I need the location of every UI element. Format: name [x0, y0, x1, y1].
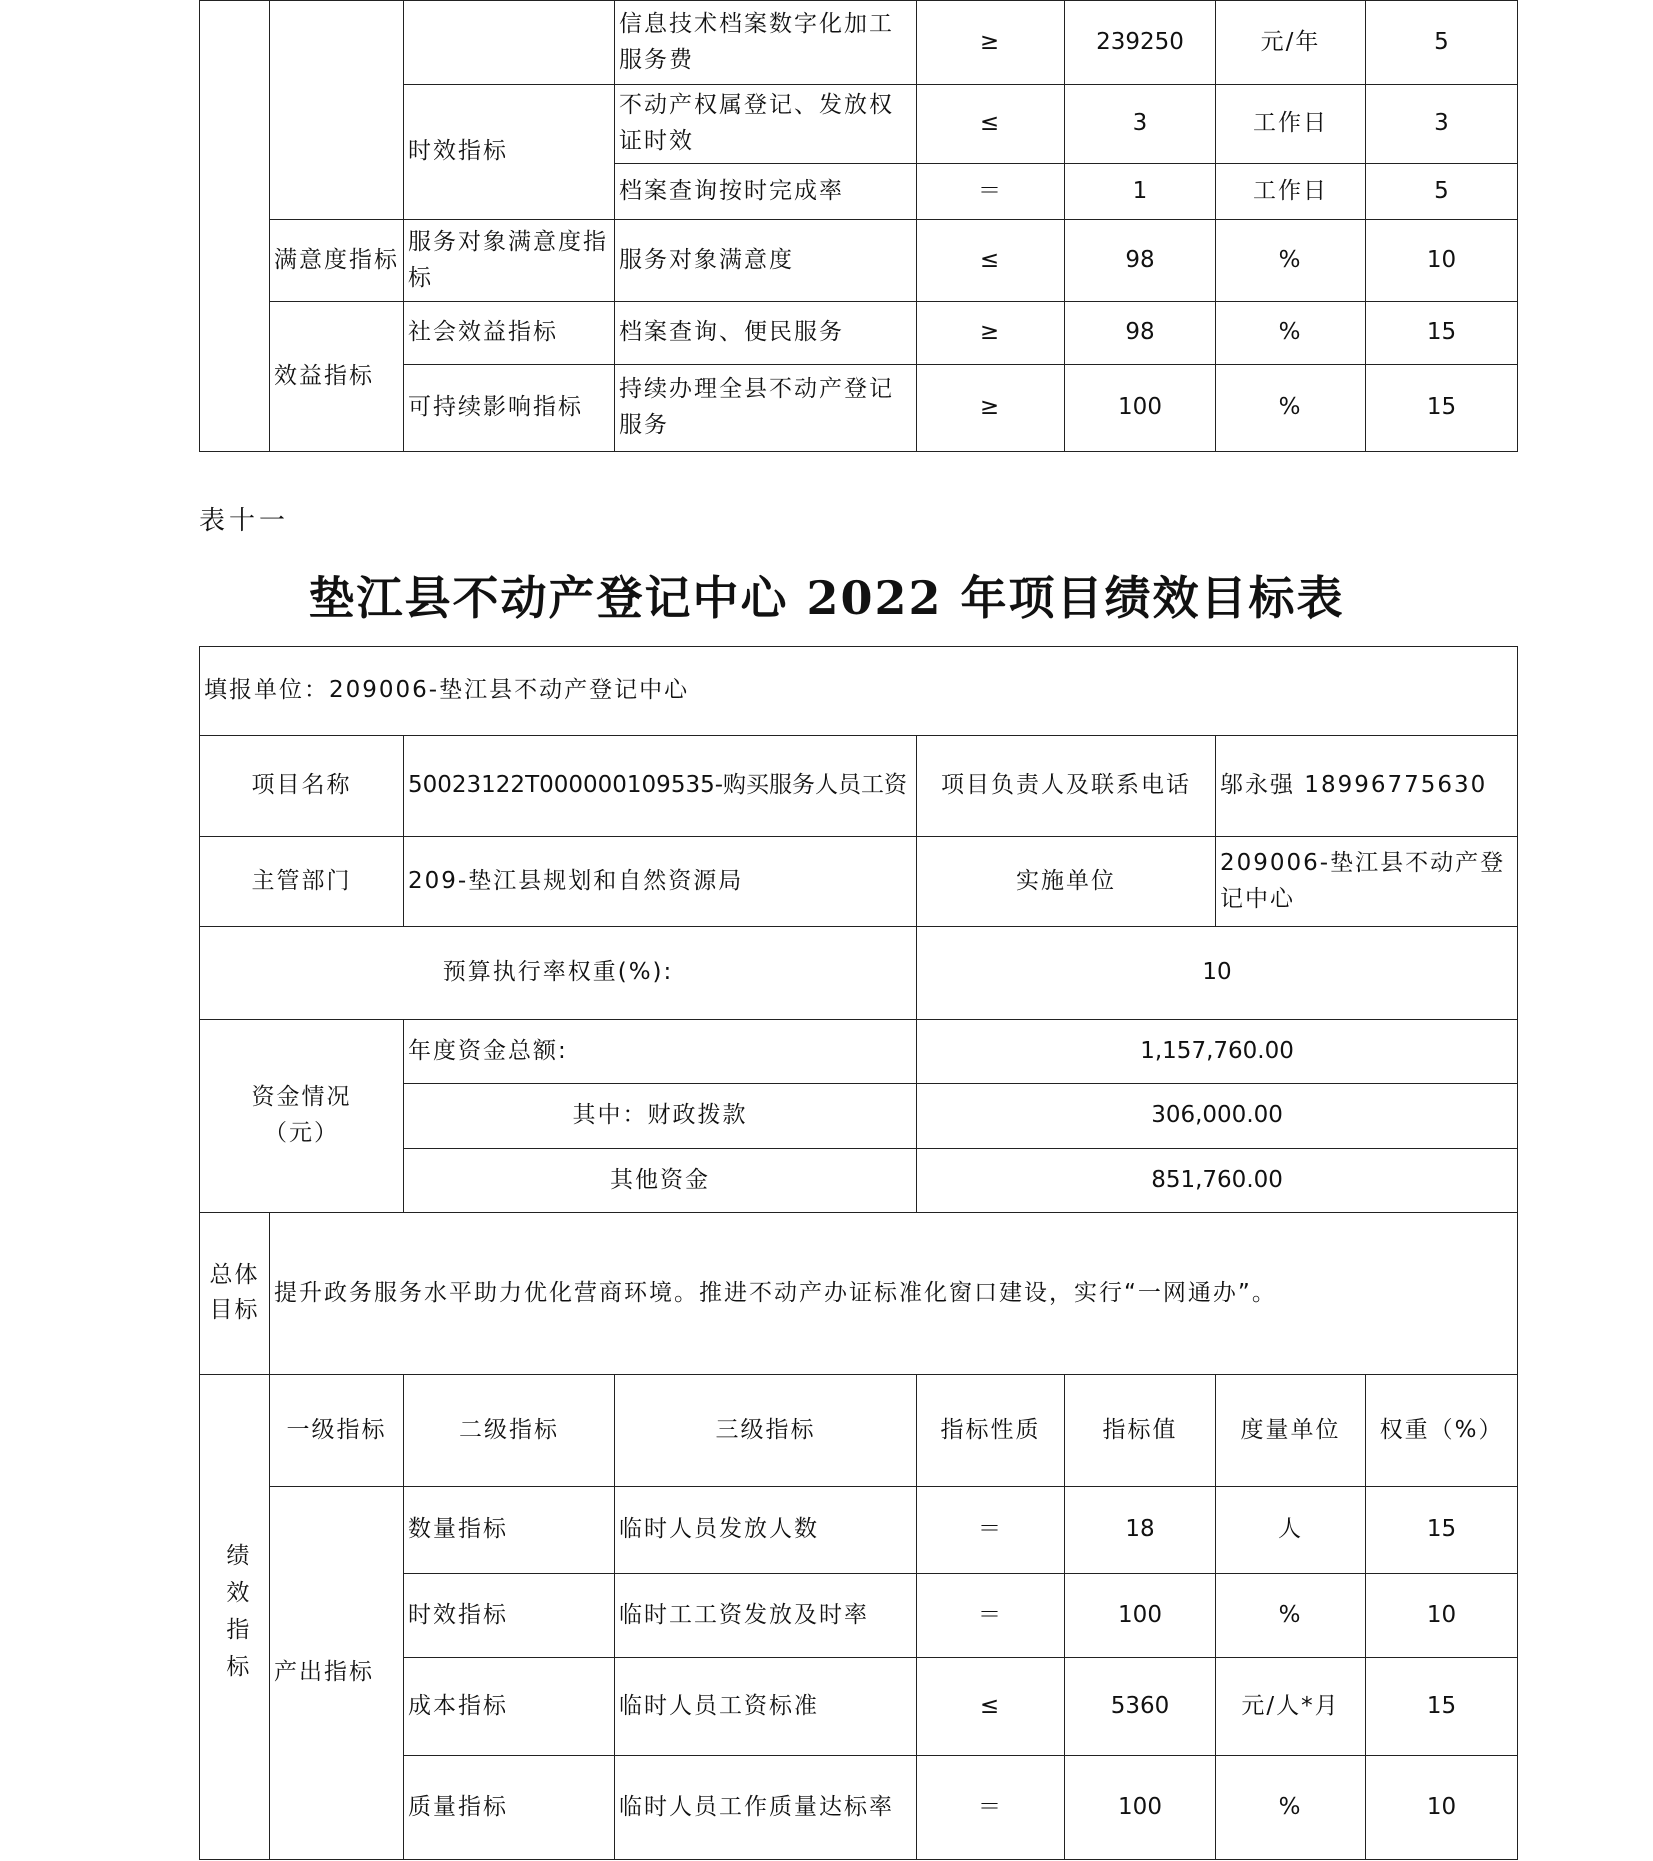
col-header: 指标性质: [917, 1375, 1065, 1487]
weight-cell: 15: [1366, 1487, 1518, 1574]
project-name: 50023122T000000109535-购买服务人员工资: [404, 736, 917, 837]
funds-label: [200, 1020, 404, 1213]
table-row: [200, 302, 1518, 365]
table-row: [200, 1, 1518, 85]
value-cell: 239250: [1065, 1, 1216, 85]
level3-cell: 临时人员工作质量达标率: [615, 1756, 917, 1860]
col-header: 权重（%）: [1366, 1375, 1518, 1487]
col-header: 三级指标: [615, 1375, 917, 1487]
col-header: 二级指标: [404, 1375, 615, 1487]
weight-cell: 5: [1366, 164, 1518, 220]
perf-label: 绩效指标: [222, 1543, 249, 1691]
overall-goal-row: [200, 1213, 1518, 1375]
annual-total: 1,157,760.00: [917, 1020, 1518, 1084]
funds-row: [200, 1020, 1518, 1084]
col-header: 一级指标: [270, 1375, 404, 1487]
weight-cell: 10: [1366, 1574, 1518, 1658]
weight-cell: 15: [1366, 1658, 1518, 1756]
level3-cell: 持续办理全县不动产登记服务: [615, 365, 917, 452]
level3-cell: 临时人员工资标准: [615, 1658, 917, 1756]
funds-label-line1: 资金情况: [251, 1084, 352, 1111]
unit-cell: 工作日: [1216, 164, 1366, 220]
annual-total-label: 年度资金总额:: [404, 1020, 917, 1084]
weight-cell: 10: [1366, 1756, 1518, 1860]
value-cell: 100: [1065, 365, 1216, 452]
nature-cell: ＝: [917, 1574, 1065, 1658]
unit-cell: %: [1216, 365, 1366, 452]
value-cell: 18: [1065, 1487, 1216, 1574]
unit-cell: %: [1216, 302, 1366, 365]
contact-label: 项目负责人及联系电话: [917, 736, 1216, 837]
impl-label: 实施单位: [917, 837, 1216, 927]
level2-cell: 时效指标: [404, 1574, 615, 1658]
goal-label-line1: 总体: [209, 1262, 260, 1289]
goal-label-line2: 目标: [209, 1296, 260, 1323]
level2-cell: 服务对象满意度指标: [404, 220, 615, 302]
value-cell: 98: [1065, 302, 1216, 365]
nature-cell: ≥: [917, 365, 1065, 452]
level1-cell: 效益指标: [270, 302, 404, 452]
perf-label-cell: [200, 1375, 270, 1860]
budget-rate-row: [200, 927, 1518, 1020]
table-row: [200, 220, 1518, 302]
nature-cell: ≤: [917, 85, 1065, 164]
unit-cell: 工作日: [1216, 85, 1366, 164]
project-name-label: 项目名称: [200, 736, 404, 837]
level2-cell: 可持续影响指标: [404, 365, 615, 452]
value-cell: 3: [1065, 85, 1216, 164]
department-row: [200, 837, 1518, 927]
contact: 邬永强 18996775630: [1216, 736, 1518, 837]
filing-unit: 填报单位：209006-垫江县不动产登记中心: [200, 647, 1518, 736]
fiscal-amount: 306,000.00: [917, 1084, 1518, 1149]
goal-label: [200, 1213, 270, 1375]
value-cell: 1: [1065, 164, 1216, 220]
filing-unit-row: [200, 647, 1518, 736]
continued-indicator-table: [199, 0, 1518, 452]
project-row: [200, 736, 1518, 837]
dept-label: 主管部门: [200, 837, 404, 927]
nature-cell: ＝: [917, 164, 1065, 220]
funds-label-line2: （元）: [264, 1120, 339, 1146]
other-funds: 851,760.00: [917, 1149, 1518, 1213]
table-row: [200, 1487, 1518, 1574]
col-header: 度量单位: [1216, 1375, 1366, 1487]
level2-cell: 时效指标: [404, 85, 615, 220]
weight-cell: 15: [1366, 365, 1518, 452]
unit-cell: 元/年: [1216, 1, 1366, 85]
nature-cell: ≤: [917, 1658, 1065, 1756]
weight-cell: 10: [1366, 220, 1518, 302]
fiscal-label: 其中：财政拨款: [404, 1084, 917, 1149]
budget-rate-label: 预算执行率权重(%):: [200, 927, 917, 1020]
page-title: 垫江县不动产登记中心 2022 年项目绩效目标表: [308, 571, 1345, 625]
other-funds-label: 其他资金: [404, 1149, 917, 1213]
level3-cell: 临时人员发放人数: [615, 1487, 917, 1574]
budget-rate: 10: [917, 927, 1518, 1020]
blank-cell: [200, 1, 270, 452]
unit-cell: 人: [1216, 1487, 1366, 1574]
level2-cell: [404, 1, 615, 85]
level1-cell: 满意度指标: [270, 220, 404, 302]
nature-cell: ≥: [917, 1, 1065, 85]
weight-cell: 3: [1366, 85, 1518, 164]
table-label: 表十一: [199, 506, 290, 536]
nature-cell: ＝: [917, 1487, 1065, 1574]
performance-target-table: [199, 646, 1518, 1860]
level2-cell: 质量指标: [404, 1756, 615, 1860]
value-cell: 100: [1065, 1756, 1216, 1860]
blank-cell: [270, 1, 404, 220]
level2-cell: 社会效益指标: [404, 302, 615, 365]
level3-cell: 临时工工资发放及时率: [615, 1574, 917, 1658]
unit-cell: %: [1216, 220, 1366, 302]
col-header: 指标值: [1065, 1375, 1216, 1487]
overall-goal: 提升政务服务水平助力优化营商环境。推进不动产办证标准化窗口建设，实行“一网通办”。: [270, 1213, 1518, 1375]
level3-cell: 服务对象满意度: [615, 220, 917, 302]
value-cell: 5360: [1065, 1658, 1216, 1756]
level3-cell: 档案查询、便民服务: [615, 302, 917, 365]
value-cell: 100: [1065, 1574, 1216, 1658]
unit-cell: %: [1216, 1574, 1366, 1658]
nature-cell: ＝: [917, 1756, 1065, 1860]
level3-cell: 不动产权属登记、发放权证时效: [615, 85, 917, 164]
level3-cell: 档案查询按时完成率: [615, 164, 917, 220]
weight-cell: 5: [1366, 1, 1518, 85]
level2-cell: 数量指标: [404, 1487, 615, 1574]
dept: 209-垫江县规划和自然资源局: [404, 837, 917, 927]
impl-unit: 209006-垫江县不动产登记中心: [1216, 837, 1518, 927]
output-indicator-label: 产出指标: [270, 1487, 404, 1860]
header-row: [200, 1375, 1518, 1487]
level3-cell: 信息技术档案数字化加工服务费: [615, 1, 917, 85]
weight-cell: 15: [1366, 302, 1518, 365]
level2-cell: 成本指标: [404, 1658, 615, 1756]
unit-cell: 元/人*月: [1216, 1658, 1366, 1756]
unit-cell: %: [1216, 1756, 1366, 1860]
nature-cell: ≥: [917, 302, 1065, 365]
value-cell: 98: [1065, 220, 1216, 302]
nature-cell: ≤: [917, 220, 1065, 302]
